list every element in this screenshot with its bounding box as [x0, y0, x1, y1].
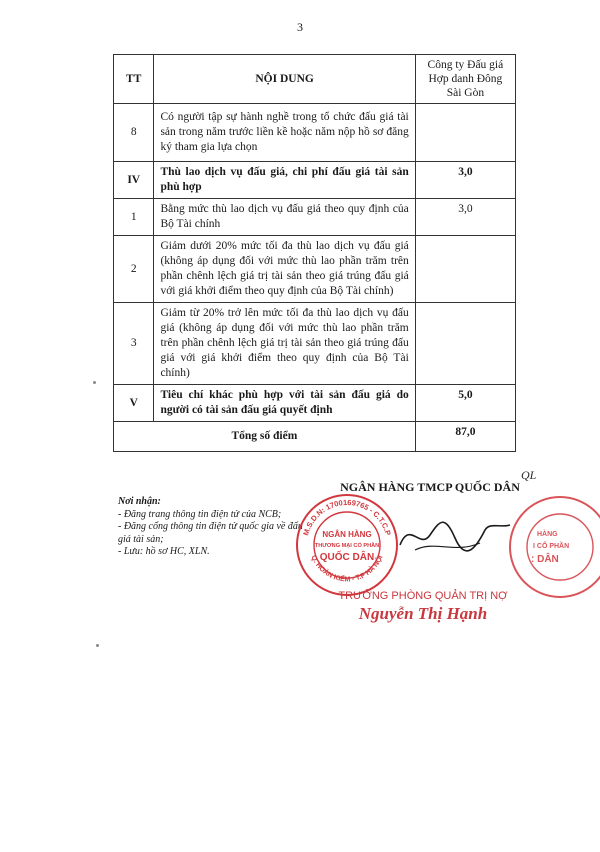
stamp-line2: THƯƠNG MẠI CỔ PHẦN	[314, 543, 380, 549]
row-tt: V	[114, 385, 154, 422]
table-row	[114, 104, 516, 162]
recipients-title: Nơi nhận:	[118, 496, 161, 507]
approval-initials: QL	[521, 468, 537, 482]
table-row	[114, 199, 516, 236]
scan-speck	[96, 644, 99, 647]
row-content: Giảm từ 20% trở lên mức tối đa thù lao dịch vụ đấu giá (không áp dụng đối với mức thù lao phần trăm trên phần chênh lệch giá trị tài sản theo giá trúng đấu giá với giá khởi điểm theo quy định của Bộ Tài chính)	[154, 303, 415, 385]
row-content: Bằng mức thù lao dịch vụ đấu giá theo quy định của Bộ Tài chính	[154, 199, 415, 236]
recipient-item: - Đăng trang thông tin điện tử của NCB;	[118, 508, 282, 520]
table-header-row	[114, 55, 516, 104]
partial-seal-stamp	[505, 492, 600, 602]
header-tt: TT	[114, 55, 154, 104]
recipient-item: - Đăng cổng thông tin điện tử quốc gia về đấu giá tài sản;	[118, 521, 303, 545]
stamp-line1: NGÂN HÀNG	[322, 530, 372, 539]
stamp-ring-bottom: Q. HOÀN KIẾM - T.P HÀ NỘI	[309, 554, 385, 584]
row-tt: 2	[114, 236, 154, 303]
table-row	[114, 385, 516, 422]
row-content: Có người tập sự hành nghề trong tổ chức đấu giá tài sản trong năm trước liền kề hoặc năm nộp hồ sơ đăng ký tham gia lựa chọn	[154, 104, 415, 162]
svg-text:I CỔ PHẦN: I CỔ PHẦN	[533, 543, 570, 550]
recipient-item: - Lưu: hồ sơ HC, XLN.	[118, 546, 210, 557]
bank-name: NGÂN HÀNG TMCP QUỐC DÂN	[340, 480, 520, 494]
table-row	[114, 303, 516, 385]
stamp-ring-top: M.S.D.N: 1700169765 - C.T.C.P	[301, 497, 393, 537]
row-score	[415, 236, 515, 303]
bank-seal-stamp	[294, 492, 400, 598]
row-tt: IV	[114, 162, 154, 199]
table-row	[114, 236, 516, 303]
row-score: 5,0	[415, 385, 515, 422]
row-tt: 8	[114, 104, 154, 162]
evaluation-table	[113, 54, 516, 452]
page-number: 3	[297, 20, 303, 34]
row-tt: 3	[114, 303, 154, 385]
header-company: Công ty Đấu giá Hợp danh Đông Sài Gòn	[415, 55, 515, 104]
svg-text:: DÂN: : DÂN	[531, 554, 559, 565]
scan-speck	[93, 381, 96, 384]
row-content: Tiêu chí khác phù hợp với tài sản đấu giá do người có tài sản đấu giá quyết định	[154, 385, 415, 422]
table-total-row	[114, 422, 516, 452]
row-content: Thù lao dịch vụ đấu giá, chi phí đấu giá tài sản phù hợp	[154, 162, 415, 199]
row-score	[415, 104, 515, 162]
total-label: Tổng số điểm	[114, 422, 416, 452]
row-score: 3,0	[415, 199, 515, 236]
svg-text:HÀNG: HÀNG	[537, 531, 558, 538]
table-row	[114, 162, 516, 199]
row-tt: 1	[114, 199, 154, 236]
signer-role: TRƯỞNG PHÒNG QUẢN TRỊ NỢ	[338, 590, 508, 602]
handwritten-signature	[395, 510, 515, 560]
total-score: 87,0	[415, 422, 515, 452]
row-score	[415, 303, 515, 385]
stamp-line3: QUỐC DÂN	[319, 552, 375, 563]
recipients-block	[118, 496, 308, 559]
signer-name: Nguyễn Thị Hạnh	[358, 604, 488, 623]
row-content: Giảm dưới 20% mức tối đa thù lao dịch vụ đấu giá (không áp dụng đối với mức thù lao phần trăm trên phần chênh lệch giá trị tài sản theo giá trúng đấu giá với giá khởi điểm theo quy định của Bộ Tài chính)	[154, 236, 415, 303]
header-content: NỘI DUNG	[154, 55, 415, 104]
row-score: 3,0	[415, 162, 515, 199]
